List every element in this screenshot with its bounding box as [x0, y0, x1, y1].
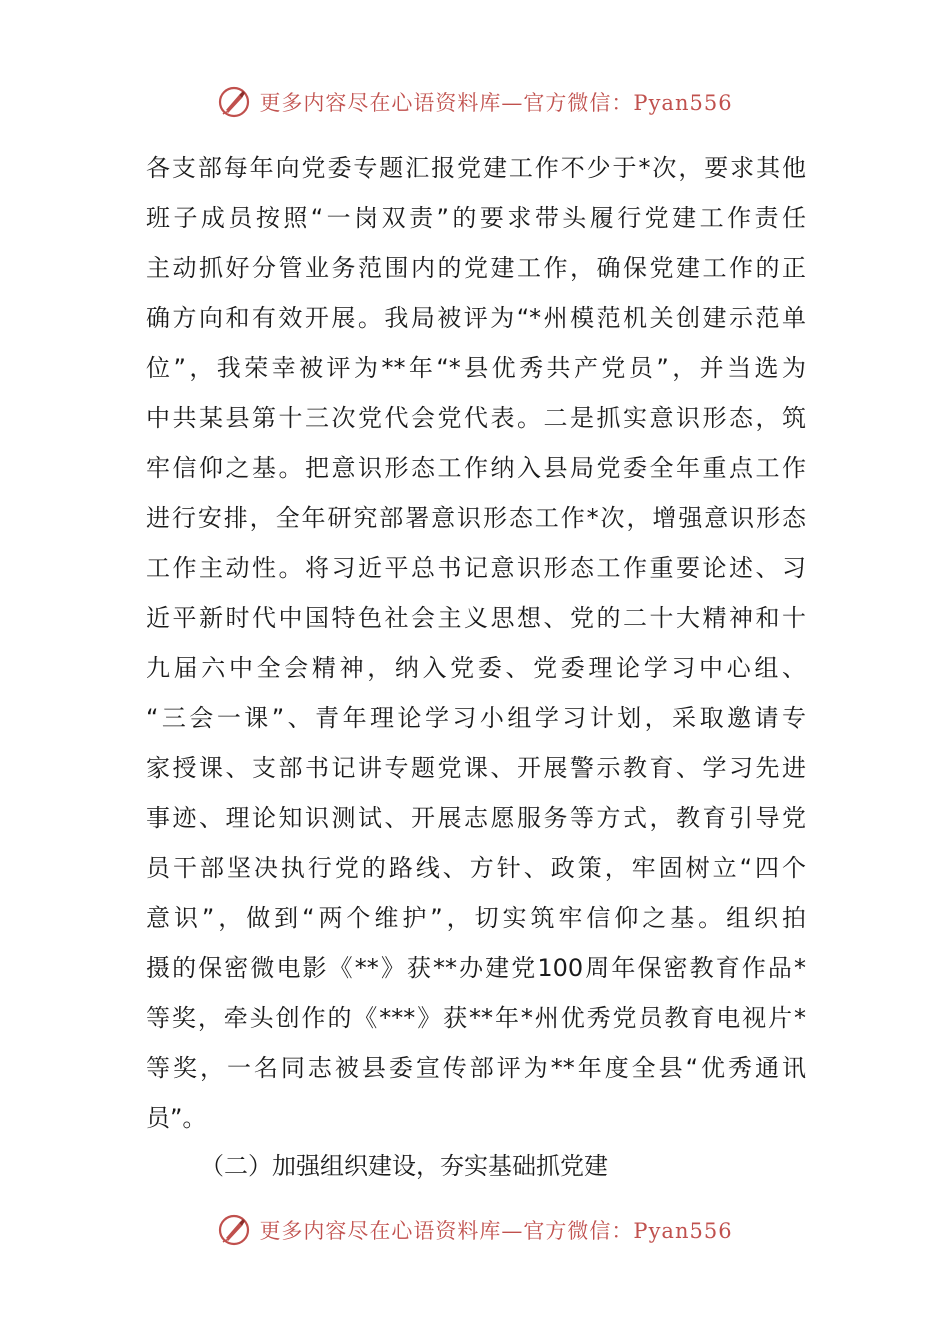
watermark-text: 更多内容尽在心语资料库—官方微信：Pyan556	[259, 1219, 733, 1243]
paragraph-line: 工作主动性。将习近平总书记意识形态工作重要论述、习	[146, 554, 806, 582]
paragraph-line: 中共某县第十三次党代会党代表。二是抓实意识形态，筑	[146, 404, 806, 432]
paragraph-line: 九届六中全会精神，纳入党委、党委理论学习中心组、	[146, 654, 806, 682]
footer-watermark	[0, 1210, 950, 1250]
section-heading: （二）加强组织建设，夯实基础抓党建	[200, 1152, 608, 1180]
paragraph-line: 意识”，做到“两个维护”，切实筑牢信仰之基。组织拍	[146, 904, 806, 932]
paragraph-line: 事迹、理论知识测试、开展志愿服务等方式，教育引导党	[146, 804, 806, 832]
paragraph-line: 近平新时代中国特色社会主义思想、党的二十大精神和十	[146, 604, 806, 632]
header-watermark	[0, 82, 950, 122]
pen-logo-icon	[217, 85, 251, 119]
paragraph-line: 等奖，一名同志被县委宣传部评为**年度全县“优秀通讯	[146, 1054, 806, 1082]
paragraph-line: 主动抓好分管业务范围内的党建工作，确保党建工作的正	[146, 254, 806, 282]
paragraph-line: 进行安排，全年研究部署意识形态工作*次，增强意识形态	[146, 504, 806, 532]
paragraph-line: “三会一课”、青年理论学习小组学习计划，采取邀请专	[146, 704, 806, 732]
paragraph-line: 确方向和有效开展。我局被评为“*州模范机关创建示范单	[146, 304, 806, 332]
paragraph-line: 班子成员按照“一岗双责”的要求带头履行党建工作责任	[146, 204, 806, 232]
body-paragraph	[146, 143, 806, 1143]
watermark-text: 更多内容尽在心语资料库—官方微信：Pyan556	[259, 91, 733, 115]
paragraph-line: 各支部每年向党委专题汇报党建工作不少于*次，要求其他	[146, 154, 806, 182]
paragraph-line: 家授课、支部书记讲专题党课、开展警示教育、学习先进	[146, 754, 806, 782]
paragraph-line: 位”，我荣幸被评为**年“*县优秀共产党员”，并当选为	[146, 354, 806, 382]
paragraph-line: 牢信仰之基。把意识形态工作纳入县局党委全年重点工作	[146, 454, 806, 482]
pen-logo-icon	[217, 1213, 251, 1247]
paragraph-line: 摄的保密微电影《**》获**办建党100周年保密教育作品*	[146, 954, 806, 982]
paragraph-line: 等奖，牵头创作的《***》获**年*州优秀党员教育电视片*	[146, 1004, 806, 1032]
paragraph-line: 员”。	[146, 1104, 207, 1132]
paragraph-line: 员干部坚决执行党的路线、方针、政策，牢固树立“四个	[146, 854, 806, 882]
